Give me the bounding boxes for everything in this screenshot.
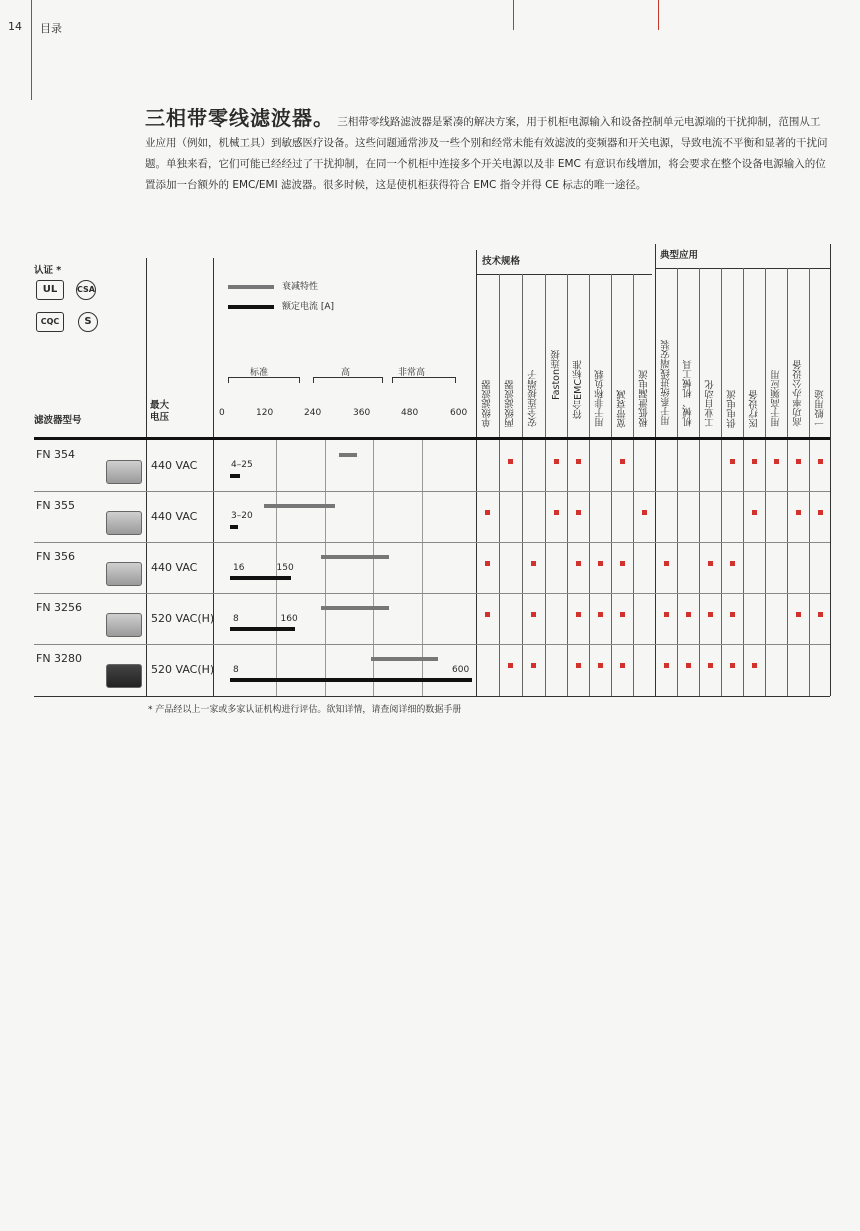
tech-spec-marker xyxy=(642,510,647,515)
current-min-label: 8 xyxy=(233,614,239,624)
app-col-divider xyxy=(765,268,766,696)
application-marker xyxy=(796,612,801,617)
tech-col-label: 宽带衰减 xyxy=(617,390,628,428)
tech-col-label: 符合EMC标准 xyxy=(573,360,584,419)
tech-col-divider xyxy=(633,274,634,696)
table-row-divider xyxy=(34,644,830,645)
application-marker xyxy=(664,561,669,566)
axis-tick: 360 xyxy=(353,408,371,418)
page-number: 14 xyxy=(8,20,22,33)
application-marker xyxy=(730,561,735,566)
application-marker xyxy=(818,459,823,464)
current-legend-label: 额定电流 [A] xyxy=(282,302,335,312)
tech-spec-marker xyxy=(576,510,581,515)
tech-spec-marker xyxy=(485,510,490,515)
model-name: FN 3256 xyxy=(36,601,83,614)
range-standard-bracket xyxy=(228,377,300,383)
application-marker xyxy=(664,612,669,617)
filter-product-icon xyxy=(106,562,142,586)
tech-col-label: 极低泄漏电流 xyxy=(639,370,650,427)
table-row-divider xyxy=(34,593,830,594)
model-name: FN 355 xyxy=(36,499,76,512)
tech-spec-marker xyxy=(554,510,559,515)
top-rule xyxy=(513,0,514,30)
app-col-label: 用于高频应用 xyxy=(771,370,782,427)
tech-spec-marker xyxy=(620,459,625,464)
tech-col-divider xyxy=(589,274,590,696)
application-marker xyxy=(664,663,669,668)
filter-product-icon xyxy=(106,613,142,637)
app-col-label: 机械、机械工具 xyxy=(683,360,694,427)
axis-tick: 480 xyxy=(401,408,419,418)
tech-spec-marker xyxy=(508,663,513,668)
current-range-label: 3–20 xyxy=(231,511,253,521)
intro-body: 三相带零线路滤波器是紧凑的解决方案，用于机柜电源输入和设备控制单元电源端的干扰抑制，范围从工业应用（例如，机械工具）到敏感医疗设备。这些问题通常涉及一些个别和经常未能有效滤波的变频器和开关电源，导致电流不平衡和显著的干扰问题。单独来看，它们可能已经经过了干扰抑制，在同一个机柜中连接多个开关电源以及非 EMC 有意识布线增加，将会要求在整个设备电源输入的位置添加一台额外的 EMC/EMI 滤波器。很多时候，这是使机柜获得符合 EMC 指令并得 CE 标志的唯一途径。 xyxy=(145,116,828,191)
current-bar xyxy=(230,627,295,631)
section-title: 目录 xyxy=(40,22,62,35)
application-marker xyxy=(818,510,823,515)
footnote: * 产品经以上一家或多家认证机构进行评估。欲知详情，请查阅详细的数据手册 xyxy=(148,705,462,715)
attenuation-bar xyxy=(264,504,335,508)
filter-product-icon xyxy=(106,460,142,484)
application-marker xyxy=(752,459,757,464)
application-marker xyxy=(708,561,713,566)
app-col-divider xyxy=(721,268,722,696)
current-bar xyxy=(230,576,291,580)
app-col-divider xyxy=(743,268,744,696)
ul-cert-icon: UL xyxy=(36,280,64,300)
tech-spec-marker xyxy=(620,612,625,617)
application-marker xyxy=(708,663,713,668)
range-standard: 标准 xyxy=(250,368,269,378)
tech-spec-marker xyxy=(576,612,581,617)
app-col-divider xyxy=(787,268,788,696)
table-row-divider xyxy=(34,491,830,492)
tech-spec-marker xyxy=(598,561,603,566)
attenuation-bar xyxy=(339,453,357,457)
app-col-divider xyxy=(699,268,700,696)
margin-rule xyxy=(31,0,32,100)
attenuation-legend-label: 衰减特性 xyxy=(282,282,319,292)
table-divider xyxy=(830,244,831,696)
axis-tick: 240 xyxy=(304,408,322,418)
tech-spec-marker xyxy=(485,561,490,566)
voltage-value: 440 VAC xyxy=(151,459,198,472)
tech-spec-marker xyxy=(508,459,513,464)
current-bar xyxy=(230,474,240,478)
application-marker xyxy=(730,663,735,668)
col-model-header: 滤波器型号 xyxy=(34,415,82,426)
chart-gridline xyxy=(325,437,326,696)
application-marker xyxy=(752,663,757,668)
voltage-value: 440 VAC xyxy=(151,510,198,523)
tech-spec-marker xyxy=(554,459,559,464)
application-marker xyxy=(730,612,735,617)
table-divider xyxy=(655,244,656,696)
tech-spec-marker xyxy=(531,561,536,566)
tech-spec-marker xyxy=(485,612,490,617)
app-col-label: 供电电流 xyxy=(727,390,738,428)
application-marker xyxy=(818,612,823,617)
tech-spec-marker xyxy=(576,459,581,464)
application-marker xyxy=(752,510,757,515)
tech-col-divider xyxy=(522,274,523,696)
table-divider xyxy=(476,250,477,696)
s-mark-cert-icon: S xyxy=(78,312,98,332)
tech-header-rule xyxy=(476,274,652,275)
range-high: 高 xyxy=(341,368,351,378)
app-col-divider xyxy=(677,268,678,696)
current-min-label: 8 xyxy=(233,665,239,675)
table-bottom-rule xyxy=(34,696,830,697)
attenuation-legend-swatch xyxy=(228,285,274,289)
table-divider xyxy=(146,258,147,696)
tech-col-label: 用于非称负载 xyxy=(595,370,606,427)
cert-label: 认证 * xyxy=(34,265,62,276)
application-marker xyxy=(686,663,691,668)
current-range-label: 4–25 xyxy=(231,460,253,470)
tech-col-divider xyxy=(499,274,500,696)
filter-product-icon xyxy=(106,664,142,688)
voltage-value: 520 VAC(H) xyxy=(151,612,215,625)
tech-spec-marker xyxy=(531,663,536,668)
application-marker xyxy=(796,510,801,515)
tech-col-label: 单级滤波器 xyxy=(482,380,493,428)
application-marker xyxy=(796,459,801,464)
app-col-label: 一般用途 xyxy=(815,390,826,428)
app-col-label: 用于系统进线端安装 xyxy=(661,340,672,426)
table-row-divider xyxy=(34,542,830,543)
top-rule xyxy=(658,0,659,30)
range-high-bracket xyxy=(313,377,383,383)
tech-col-divider xyxy=(611,274,612,696)
tech-spec-marker xyxy=(576,663,581,668)
table-divider xyxy=(213,258,214,696)
cqc-cert-icon: CQC xyxy=(36,312,64,332)
app-col-label: 高功率办公设备 xyxy=(793,360,804,427)
col-voltage-header: 最大 电压 xyxy=(150,400,170,423)
current-max-label: 150 xyxy=(276,563,294,573)
tech-col-divider xyxy=(545,274,546,696)
current-bar xyxy=(230,678,472,682)
model-name: FN 356 xyxy=(36,550,76,563)
header-rule xyxy=(34,437,830,440)
intro-title: 三相带零线滤波器。 xyxy=(145,106,334,130)
tech-spec-marker xyxy=(598,612,603,617)
typical-app-header: 典型应用 xyxy=(660,250,699,261)
axis-tick: 120 xyxy=(256,408,274,418)
current-max-label: 600 xyxy=(452,665,470,675)
application-marker xyxy=(686,612,691,617)
voltage-value: 520 VAC(H) xyxy=(151,663,215,676)
application-marker xyxy=(774,459,779,464)
axis-tick: 0 xyxy=(219,408,225,418)
range-very-high-bracket xyxy=(392,377,456,383)
app-col-label: 工业自动化 xyxy=(705,380,716,428)
tech-col-label: Faston连接 xyxy=(551,350,562,400)
intro-paragraph xyxy=(145,108,830,196)
attenuation-bar xyxy=(371,657,438,661)
model-name: FN 3280 xyxy=(36,652,83,665)
tech-spec-marker xyxy=(620,663,625,668)
current-bar xyxy=(230,525,238,529)
app-col-label: 医疗设备 xyxy=(749,390,760,428)
axis-tick: 600 xyxy=(450,408,468,418)
app-col-divider xyxy=(809,268,810,696)
tech-spec-marker xyxy=(576,561,581,566)
csa-cert-icon: CSA xyxy=(76,280,96,300)
attenuation-bar xyxy=(321,606,390,610)
current-legend-swatch xyxy=(228,305,274,309)
tech-spec-marker xyxy=(531,612,536,617)
tech-col-label: 两级滤波器 xyxy=(505,380,516,428)
model-name: FN 354 xyxy=(36,448,76,461)
application-marker xyxy=(730,459,735,464)
voltage-value: 440 VAC xyxy=(151,561,198,574)
current-max-label: 160 xyxy=(280,614,298,624)
filter-product-icon xyxy=(106,511,142,535)
tech-spec-marker xyxy=(598,663,603,668)
range-very-high: 非常高 xyxy=(398,368,426,378)
attenuation-bar xyxy=(321,555,390,559)
tech-col-divider xyxy=(567,274,568,696)
application-marker xyxy=(708,612,713,617)
tech-spec-header: 技术规格 xyxy=(482,256,521,267)
current-min-label: 16 xyxy=(233,563,245,573)
tech-col-label: 安全连接端子 xyxy=(528,370,539,427)
tech-spec-marker xyxy=(620,561,625,566)
